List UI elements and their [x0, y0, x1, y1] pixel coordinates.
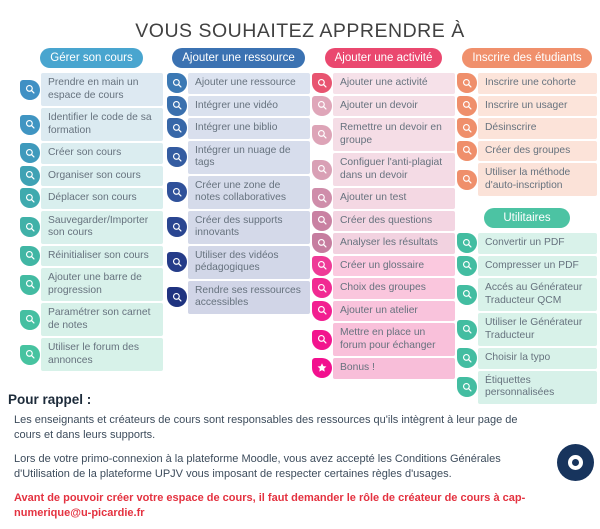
- search-icon: [20, 345, 40, 365]
- list-item-label: Ajouter un atelier: [333, 301, 455, 322]
- search-icon: [20, 310, 40, 330]
- list-item[interactable]: [20, 246, 163, 267]
- list-item-label: Inscrire un usager: [478, 96, 597, 117]
- list-item-label: Compresser un PDF: [478, 256, 597, 277]
- list-item-label: Créer des groupes: [478, 141, 597, 162]
- search-icon: [312, 125, 332, 145]
- list-item[interactable]: [167, 211, 310, 244]
- search-icon: [167, 147, 187, 167]
- list-item-label: Remettre un devoir en groupe: [333, 118, 455, 151]
- footer-paragraph: Lors de votre primo-connexion à la plateforme Moodle, vous avez accepté les Conditions Générales d'Utilisation de la plateforme UPJV vous imposant de respecter certaines règles d'usages.: [14, 452, 501, 481]
- list-item-label: Choisir la typo: [478, 348, 597, 369]
- list-item-label: Désinscrire: [478, 118, 597, 139]
- list-item-label: Créer son cours: [41, 143, 163, 164]
- list-item-label: Sauvegarder/Importer son cours: [41, 211, 163, 244]
- list-item-label: Intégrer une vidéo: [188, 96, 310, 117]
- search-icon: [312, 301, 332, 321]
- list-item-label: Choix des groupes: [333, 278, 455, 299]
- list-item[interactable]: [312, 323, 455, 356]
- search-icon: [312, 211, 332, 231]
- search-icon: [312, 96, 332, 116]
- footer-paragraph: Les enseignants et créateurs de cours sont responsables des ressources qu'ils intègrent à leur page de cours et dans leurs supports.: [14, 414, 518, 442]
- search-icon: [167, 252, 187, 272]
- footer-note: [8, 392, 568, 529]
- list-item[interactable]: [457, 163, 597, 196]
- search-icon: [167, 287, 187, 307]
- list-item[interactable]: [167, 141, 310, 174]
- list-item-label: Ajouter un test: [333, 188, 455, 209]
- topics-board: [0, 48, 600, 398]
- list-item-label: Ajouter une ressource: [188, 73, 310, 94]
- list-item-label: Inscrire une cohorte: [478, 73, 597, 94]
- search-icon: [20, 246, 40, 266]
- search-icon: [312, 330, 332, 350]
- star-icon: [312, 358, 332, 378]
- search-icon: [312, 278, 332, 298]
- footer-heading: Pour rappel :: [8, 392, 92, 407]
- list-item-label: Paramétrer son carnet de notes: [41, 303, 163, 336]
- list-item[interactable]: [20, 143, 163, 164]
- list-item[interactable]: [312, 358, 455, 379]
- search-icon: [457, 73, 477, 93]
- list-item-label: Utiliser le forum des annonces: [41, 338, 163, 371]
- search-icon: [20, 80, 40, 100]
- list-item-label: Prendre en main un espace de cours: [41, 73, 163, 106]
- column-header: Ajouter une activité: [325, 48, 443, 68]
- list-item[interactable]: [457, 96, 597, 117]
- list-item[interactable]: [457, 118, 597, 139]
- list-item[interactable]: [457, 141, 597, 162]
- list-item[interactable]: [167, 281, 310, 314]
- list-item-label: Créer des supports innovants: [188, 211, 310, 244]
- search-icon: [20, 115, 40, 135]
- list-item-label: Créer des questions: [333, 211, 455, 232]
- list-item-label: Réinitialiser son cours: [41, 246, 163, 267]
- list-item-label: Bonus !: [333, 358, 455, 379]
- list-item[interactable]: [312, 233, 455, 254]
- list-item-label: Intégrer une biblio: [188, 118, 310, 139]
- search-icon: [167, 96, 187, 116]
- list-item[interactable]: [312, 118, 455, 151]
- list-item[interactable]: [20, 166, 163, 187]
- list-item-label: Convertir un PDF: [478, 233, 597, 254]
- list-item-label: Mettre en place un forum pour échanger: [333, 323, 455, 356]
- list-item[interactable]: [167, 118, 310, 139]
- list-item[interactable]: [20, 73, 163, 106]
- list-item-label: Déplacer son cours: [41, 188, 163, 209]
- search-icon: [20, 188, 40, 208]
- search-icon: [167, 73, 187, 93]
- search-icon: [457, 118, 477, 138]
- search-icon: [167, 217, 187, 237]
- list-item[interactable]: [20, 268, 163, 301]
- list-item[interactable]: [457, 256, 597, 277]
- list-item-label: Étiquettes personnalisées: [478, 371, 597, 404]
- dot-circle-icon: [568, 455, 583, 470]
- search-icon: [20, 143, 40, 163]
- list-item[interactable]: [20, 211, 163, 244]
- group-4: [457, 48, 597, 196]
- list-item-label: Analyser les résultats: [333, 233, 455, 254]
- list-item-label: Rendre ses ressources accessibles: [188, 281, 310, 314]
- list-item[interactable]: [167, 176, 310, 209]
- list-item-label: Créer une zone de notes collaboratives: [188, 176, 310, 209]
- list-item[interactable]: [312, 301, 455, 322]
- search-icon: [312, 256, 332, 276]
- list-item[interactable]: [20, 303, 163, 336]
- search-icon: [457, 141, 477, 161]
- list-item-label: Ajouter une activité: [333, 73, 455, 94]
- list-item-label: Intégrer un nuage de tags: [188, 141, 310, 174]
- list-item[interactable]: [312, 278, 455, 299]
- search-icon: [457, 233, 477, 253]
- list-item[interactable]: [20, 188, 163, 209]
- search-icon: [312, 233, 332, 253]
- search-icon: [457, 348, 477, 368]
- search-icon: [312, 73, 332, 93]
- column-header: Inscrire des étudiants: [462, 48, 591, 68]
- list-item[interactable]: [312, 73, 455, 94]
- list-item[interactable]: [20, 338, 163, 371]
- list-item[interactable]: [167, 73, 310, 94]
- list-item-label: Créer un glossaire: [333, 256, 455, 277]
- list-item[interactable]: [312, 96, 455, 117]
- search-icon: [457, 170, 477, 190]
- list-item-label: Configuer l'anti-plagiat dans un devoir: [333, 153, 455, 186]
- list-item-label: Ajouter une barre de progression: [41, 268, 163, 301]
- column-slot-4: [457, 48, 597, 404]
- list-item[interactable]: [312, 211, 455, 232]
- column-slot-1: [20, 48, 163, 371]
- column-slot-3: [312, 48, 455, 379]
- list-item-label: Utiliser des vidéos pédagogiques: [188, 246, 310, 279]
- list-item-label: Accés au Générateur Traducteur QCM: [478, 278, 597, 311]
- search-icon: [167, 182, 187, 202]
- page-title: VOUS SOUHAITEZ APPRENDRE À: [135, 20, 465, 43]
- floating-action-button[interactable]: [557, 444, 594, 481]
- list-item[interactable]: [457, 233, 597, 254]
- list-item[interactable]: [457, 348, 597, 369]
- search-icon: [167, 118, 187, 138]
- column-header: Gérer son cours: [40, 48, 142, 68]
- search-icon: [457, 96, 477, 116]
- list-item[interactable]: [457, 313, 597, 346]
- column-header: Utilitaires: [484, 208, 571, 228]
- list-item-label: Identifier le code de sa formation: [41, 108, 163, 141]
- group-2: [167, 48, 310, 314]
- list-item-label: Organiser son cours: [41, 166, 163, 187]
- list-item-label: Ajouter un devoir: [333, 96, 455, 117]
- search-icon: [457, 320, 477, 340]
- list-item[interactable]: [20, 108, 163, 141]
- search-icon: [457, 285, 477, 305]
- search-icon: [20, 166, 40, 186]
- list-item[interactable]: [312, 153, 455, 186]
- list-item[interactable]: [167, 96, 310, 117]
- column-slot-2: [167, 48, 310, 314]
- list-item[interactable]: [167, 246, 310, 279]
- list-item[interactable]: [457, 73, 597, 94]
- group-5: [457, 208, 597, 404]
- list-item[interactable]: [457, 278, 597, 311]
- search-icon: [312, 188, 332, 208]
- list-item[interactable]: [312, 188, 455, 209]
- search-icon: [20, 217, 40, 237]
- search-icon: [20, 275, 40, 295]
- group-1: [20, 48, 163, 371]
- list-item[interactable]: [312, 256, 455, 277]
- list-item-label: Utiliser le Générateur Traducteur: [478, 313, 597, 346]
- search-icon: [312, 160, 332, 180]
- column-header: Ajouter une ressource: [172, 48, 305, 68]
- footer-warning: Avant de pouvoir créer votre espace de cours, il faut demander le rôle de créateur de cours à cap-numerique@u-picardie.fr: [14, 491, 526, 519]
- list-item-label: Utiliser la méthode d'auto-inscription: [478, 163, 597, 196]
- search-icon: [457, 256, 477, 276]
- group-3: [312, 48, 455, 379]
